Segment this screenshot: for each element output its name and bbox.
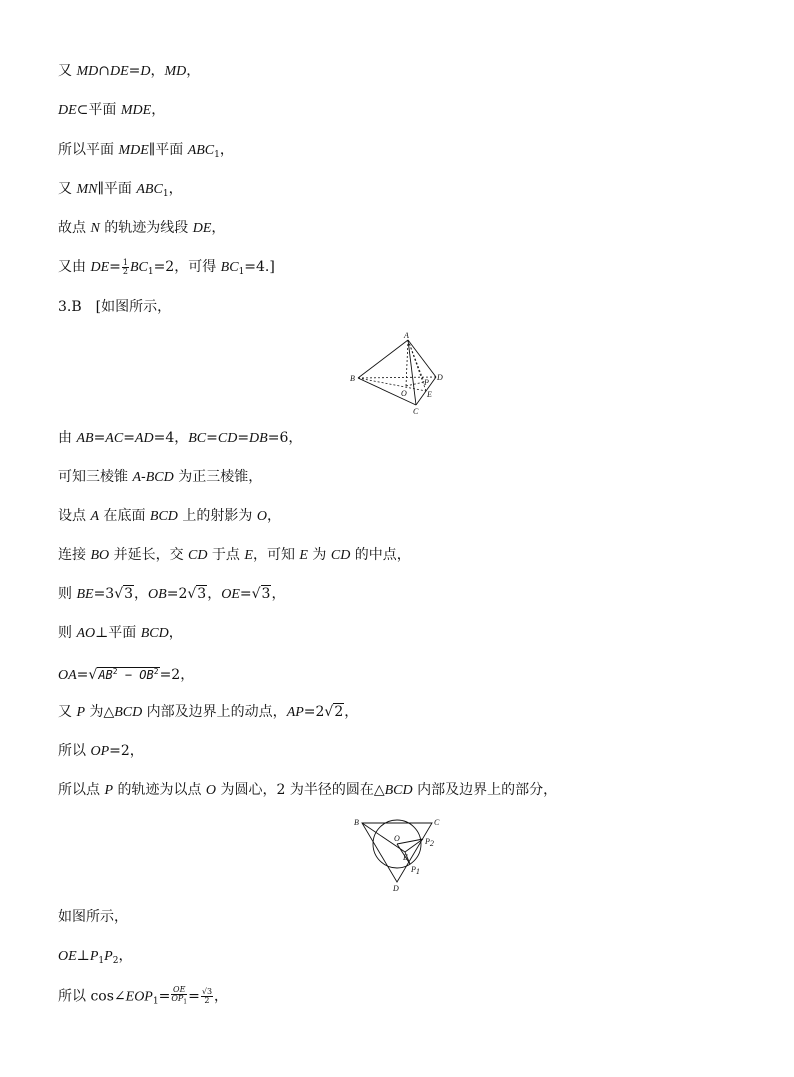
text-line-19: $OE\perp P_1P_2$， — [58, 948, 133, 966]
text-line-10: 设点 A 在底面 BCD 上的射影为 O， — [58, 508, 281, 524]
circle-triangle-figure — [348, 814, 448, 896]
text-line-7: 3.B [如图所示， — [58, 299, 172, 315]
label-c: C — [434, 818, 440, 827]
label-e: E — [427, 390, 432, 399]
text-line-3: 所以平面 MDE∥平面 $ABC_1$， — [58, 142, 234, 160]
label-p2: P2 — [425, 837, 434, 848]
text-line-11: 连接 BO 并延长，交 CD 于点 E，可知 E 为 CD 的中点， — [58, 547, 411, 563]
text-line-8: 由 AB=AC=AD=4，BC=CD=DB=6， — [58, 430, 303, 446]
text-line-14: $OA=√AB^2 - OB^2=2$， — [58, 667, 195, 683]
text-line-15: 又 P 为△BCD 内部及边界上的动点，AP=2√2， — [58, 704, 359, 720]
text-line-2: DE⊂平面 MDE， — [58, 102, 166, 118]
text-line-20: 所以 $\cos\angle EOP_1=$ $\frac{OE}{OP_1}$ = $\frac{√3}{2}$ ， — [58, 985, 229, 1007]
text-line-16: 所以 OP=2， — [58, 743, 144, 759]
label-e: E — [403, 853, 408, 862]
text-line-13: 则 AO⊥平面 BCD， — [58, 625, 183, 641]
text-line-5: 故点 N 的轨迹为线段 DE， — [58, 220, 226, 236]
label-d: D — [437, 373, 443, 382]
label-o: O — [401, 389, 407, 398]
text-line-18: 如图所示， — [58, 909, 128, 925]
text-line-9: 可知三棱锥 A-BCD 为正三棱锥， — [58, 469, 263, 485]
text-line-4: 又 MN∥平面 $ABC_1$， — [58, 181, 183, 199]
label-b: B — [350, 374, 355, 383]
pyramid-figure — [348, 330, 448, 418]
text-line-1: 又 MD∩DE=D，MD， — [58, 63, 201, 79]
text-line-12: 则 BE=3√3，OB=2√3，OE=√3， — [58, 586, 286, 602]
label-b: B — [354, 818, 359, 827]
label-p1: P1 — [411, 865, 420, 876]
label-d: D — [393, 884, 399, 893]
label-o: O — [394, 834, 400, 843]
label-a: A — [404, 331, 409, 340]
label-c: C — [413, 407, 419, 416]
text-line-6: 又由 DE= $\frac{1}{2}$ $BC_1=2$，可得 $BC_1=4$.] — [58, 257, 275, 277]
label-p: P — [424, 378, 429, 387]
text-line-17: 所以点 P 的轨迹为以点 O 为圆心，2 为半径的圆在△BCD 内部及边界上的部分， — [58, 782, 558, 798]
